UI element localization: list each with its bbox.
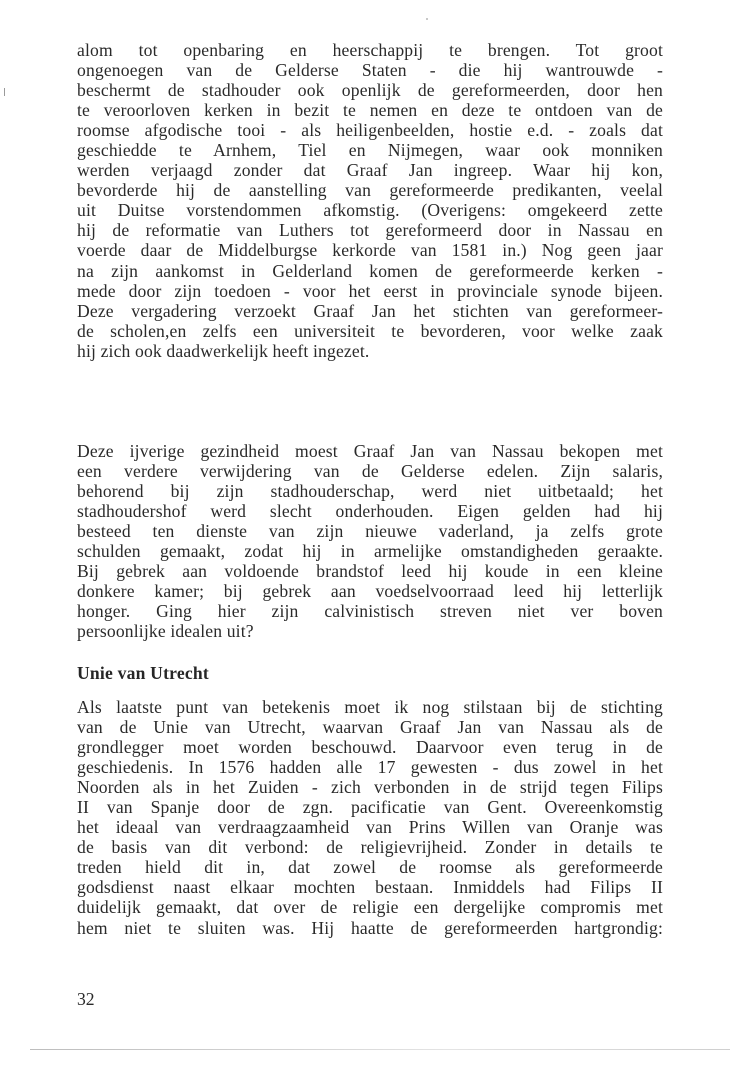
text-line: donkere kamer; bij gebrek aan voedselvoorraad leed hij letterlijk	[77, 581, 663, 602]
text-line: persoonlijke idealen uit?	[77, 621, 254, 642]
text-line: hem niet te sluiten was. Hij haatte de gereformeerden hartgrondig:	[77, 917, 663, 938]
text-line: Noorden als in het Zuiden - zich verbonden in de strijd tegen Filips	[77, 777, 663, 798]
text-line: besteed ten dienste van zijn nieuwe vaderland, ja zelfs grote	[77, 521, 663, 542]
text-line: een verdere verwijdering van de Gelderse edelen. Zijn salaris,	[77, 461, 663, 482]
text-line: godsdienst naast elkaar mochten bestaan. Inmiddels had Filips II	[77, 877, 663, 898]
text-line: van de Unie van Utrecht, waarvan Graaf Jan van Nassau als de	[77, 717, 663, 738]
text-line: schulden gemaakt, zodat hij in armelijke omstandigheden geraakte.	[77, 541, 663, 562]
text-line: treden hield dit in, dat zowel de roomse als gereformeerde	[77, 857, 663, 878]
text-line: duidelijk gemaakt, dat over de religie een dergelijke compromis met	[77, 897, 663, 918]
scan-speck	[426, 18, 428, 20]
text-line: hij zich ook daadwerkelijk heeft ingezet.	[77, 340, 370, 361]
paragraph-2	[77, 441, 663, 641]
text-line: Als laatste punt van betekenis moet ik nog stilstaan bij de stichting	[77, 697, 663, 717]
text-line: II van Spanje door de zgn. pacificatie van Gent. Overeenkomstig	[77, 797, 663, 818]
text-line: uit Duitse vorstendommen afkomstig. (Overigens: omgekeerd zette	[77, 200, 663, 221]
text-line: alom tot openbaring en heerschappij te brengen. Tot groot	[77, 40, 663, 60]
text-line: geschiedde te Arnhem, Tiel en Nijmegen, waar ook monniken	[77, 140, 663, 161]
text-line: voerde daar de Middelburgse kerkorde van 1581 in.) Nog geen jaar	[77, 240, 663, 261]
text-line: geschiedenis. In 1576 hadden alle 17 gewesten - dus zowel in het	[77, 757, 663, 778]
text-line: werden verjaagd zonder dat Graaf Jan ingreep. Waar hij kon,	[77, 160, 663, 181]
text-line: honger. Ging hier zijn calvinistisch streven niet ver boven	[77, 601, 663, 622]
text-line: ongenoegen van de Gelderse Staten - die hij wantrouwde -	[77, 60, 663, 81]
section-heading: Unie van Utrecht	[77, 663, 209, 683]
text-line: beschermt de stadhouder ook openlijk de gereformeerden, door hen	[77, 80, 663, 101]
text-line: behorend bij zijn stadhouderschap, werd niet uitbetaald; het	[77, 481, 663, 502]
text-line: stadhoudershof werd slecht onderhouden. Eigen gelden had hij	[77, 501, 663, 522]
text-line: de scholen,en zelfs een universiteit te bevorderen, voor welke zaak	[77, 320, 663, 341]
text-line: roomse afgodische tooi - als heiligenbeelden, hostie e.d. - zoals dat	[77, 120, 663, 141]
text-line: het ideaal van verdraagzaamheid van Prins Willen van Oranje was	[77, 817, 663, 838]
text-line: te veroorloven kerken in bezit te nemen en deze te ontdoen van de	[77, 100, 663, 121]
paragraph-3	[77, 697, 663, 938]
text-line: Deze ijverige gezindheid moest Graaf Jan van Nassau bekopen met	[77, 441, 663, 461]
text-line: Deze vergadering verzoekt Graaf Jan het stichten van gereformeer-	[77, 300, 663, 321]
text-line: hij de reformatie van Luthers tot gereformeerd door in Nassau en	[77, 220, 663, 241]
text-line: de basis van dit verbond: de religievrijheid. Zonder in details te	[77, 837, 663, 858]
scan-margin-mark	[4, 88, 5, 96]
paragraph-1	[77, 40, 663, 361]
text-line: grondlegger moet worden beschouwd. Daarvoor even terug in de	[77, 737, 663, 758]
scan-bottom-edge	[30, 1049, 730, 1050]
page-number: 32	[77, 989, 95, 1009]
text-line: bevorderde hij de aanstelling van gereformeerde predikanten, veelal	[77, 180, 663, 201]
text-line: na zijn aankomst in Gelderland komen de gereformeerde kerken -	[77, 260, 663, 281]
text-line: Bij gebrek aan voldoende brandstof leed hij koude in een kleine	[77, 561, 663, 582]
text-line: mede door zijn toedoen - voor het eerst in provinciale synode bijeen.	[77, 280, 663, 301]
